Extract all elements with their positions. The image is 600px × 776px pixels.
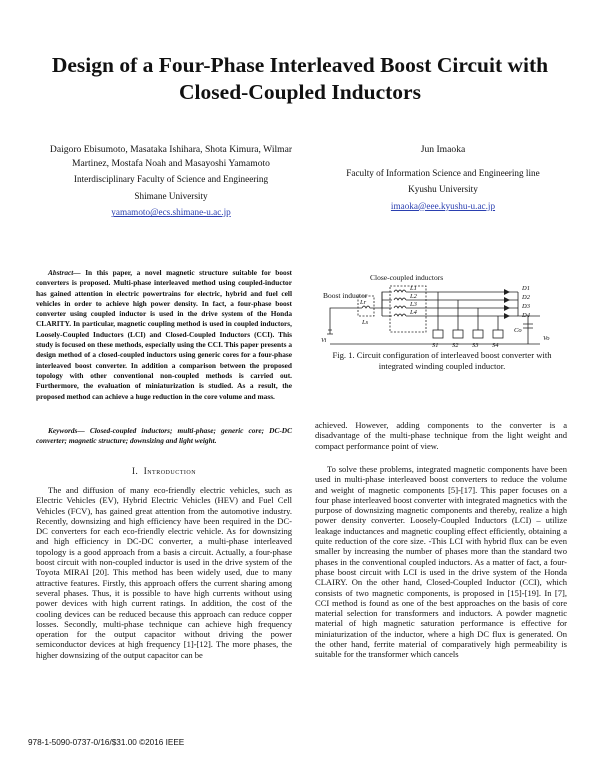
label-l2: L2	[410, 293, 417, 300]
label-l3: L3	[410, 301, 417, 308]
label-d4: D4	[522, 312, 530, 319]
intro-paragraph-2: To solve these problems, integrated magnetic components have been used in multi-phase interleaved boost converters to reduce the volume and weight of magnetic components [5]-[17]. This paper focuses on a four phase interleaved boost converter with integrated magnetics with the purpose of downsizing magnetic components and thereby, realize a high power density converter. Loosely-Coupled Inductors (LCI) – utilize leakage inductances and magnetic coupling effect efficiently, obtaining a quite reduction of the core size. -This LCI with hybrid flux can be even smaller by increasing the number of phases more than the standard two phases in the conventional coupled inductors. As a matter of fact, a four-phase boost circuit with LCI is used in the drive system of the Honda CLAIRY. On the other hand, Closed-Coupled Inductor (CCI), which consists of two magnetic components, is proposed in [15]-[19]. In [7], CCI method is found as one of the best approaches on the basis of core material selection for transformers and inductors. A powder magnetic material of high magnetic saturation performance is effective for miniaturization of the inductor, where a high DC flux is generated. On the other hand, ferrite material of comparatively high permeability is suitable for the transformer which cancels	[315, 464, 567, 660]
figure-caption: Fig. 1. Circuit configuration of interleaved boost converter with integrated winding coupled inductor.	[332, 350, 552, 371]
affiliation-left: Interdisciplinary Faculty of Science and Engineering	[73, 174, 269, 185]
label-l1: L1	[410, 285, 417, 292]
keywords-label: Keywords—	[48, 426, 85, 435]
label-boost-inductor: Boost inductor	[323, 291, 368, 300]
label-lr: Lr	[360, 299, 367, 306]
label-l4: L4	[410, 309, 417, 316]
circuit-diagram	[318, 272, 568, 348]
label-d1: D1	[522, 285, 530, 292]
author-names-left: Daigoro Ebisumoto, Masataka Ishihara, Shota Kimura, Wilmar Martinez, Mostafa Noah and Masayoshi Yamamoto	[49, 144, 293, 169]
column2-continuation: achieved. However, adding components to the converter is a disadvantage of the multi-phase technique from the light weight and compact performance point of view.	[315, 420, 567, 451]
author-block-left	[36, 143, 306, 220]
section-number: I.	[131, 466, 139, 476]
label-s4: S4	[492, 342, 499, 348]
label-vi: Vi	[321, 337, 327, 344]
university-left: Shimane University	[134, 190, 208, 201]
abstract-text: In this paper, a novel magnetic structure suitable for boost converters is proposed. Multi-phase interleaved method using coupled-inductor has gained attention in electric powertrains for electric, hybrid and fuel cell vehicles in order to achieve high power density. In fact, a four-phase boost converter using coupled inductor is used in the drive system of the Honda CLARITY. In particular, magnetic coupling method is used in coupled inductors, Loosely-Coupled Inductors (LCI) and Closed-Coupled Inductors (CCI). This study is focused on these methods, especially using the CCI. This paper presents a design method of a closed-coupled inductors using generic cores for a four-phase interleaved boost converter. In addition a comparison between the proposed topology with other conventional non-coupled methods is carried out. Furthermore, the evaluation of miniaturization is studied. As a result, the proposed method can achieve a huge reduction in the core volume and mass.	[36, 268, 292, 401]
abstract	[36, 268, 292, 402]
university-right: Kyushu University	[408, 184, 478, 195]
intro-paragraph-1: The and diffusion of many eco-friendly electric vehicles, such as Electric Vehicles (EV), Hybrid Electric Vehicles (HEV) and Fuel Cell Vehicles (FCV), has gained great attention from the automotive industry. Recently, downsizing and high efficiency have been required in the DC-DC converters for each eco-friendly electric vehicle. As for downsizing and high efficiency in DC-DC converter, a multi-phase interleaved topology is a good approach from a basis a circuit. Actually, a four-phase boost circuit with non-coupled inductor is used in the drive system of the Toyota MIRAI [20]. This method has been widely used, due to many attractive features. Firstly, this approach offers the current sharing among several phases. Thus, it is possible to have high currents without using power devices with high current ratings. In addition, the cost of the cooling devices can be reduced because this approach can reduce copper losses. Secondly, multi-phase technique can achieve high frequency operation for the output capacitor without driving the power semiconductor devices at high frequency [1]-[12]. The more phases, the higher downsizing of the output capacitor can be	[36, 485, 292, 660]
label-vo: Vo	[543, 335, 550, 342]
email-link-left[interactable]: yamamoto@ecs.shimane-u.ac.jp	[111, 207, 231, 218]
author-names-right: Jun Imaoka	[420, 144, 466, 155]
abstract-label: Abstract—	[48, 268, 81, 277]
label-ls: Ls	[362, 319, 369, 326]
email-link-right[interactable]: imaoka@eee.kyushu-u.ac.jp	[390, 200, 496, 211]
label-co: Co	[514, 327, 522, 334]
copyright-footer: 978-1-5090-0737-0/16/$31.00 ©2016 IEEE	[28, 738, 185, 747]
section-heading	[36, 466, 292, 476]
section-title: Introduction	[143, 466, 197, 476]
affiliation-right: Faculty of Information Science and Engineering line	[346, 167, 540, 178]
coupled-inductor-box	[390, 286, 426, 332]
label-d2: D2	[522, 294, 530, 301]
label-d3: D3	[522, 303, 530, 310]
label-s1: S1	[432, 342, 439, 348]
label-close-coupled: Close-coupled inductors	[370, 273, 444, 282]
keywords-text: Closed-coupled inductors; multi-phase; generic core; DC-DC converter; magnetic structure; downsizing and light weight.	[36, 426, 292, 446]
label-s2: S2	[452, 342, 459, 348]
label-s3: S3	[472, 342, 479, 348]
keywords	[36, 426, 292, 447]
author-block-right	[308, 143, 578, 213]
paper-title: Design of a Four-Phase Interleaved Boost Circuit with Closed-Coupled Inductors	[51, 53, 549, 104]
